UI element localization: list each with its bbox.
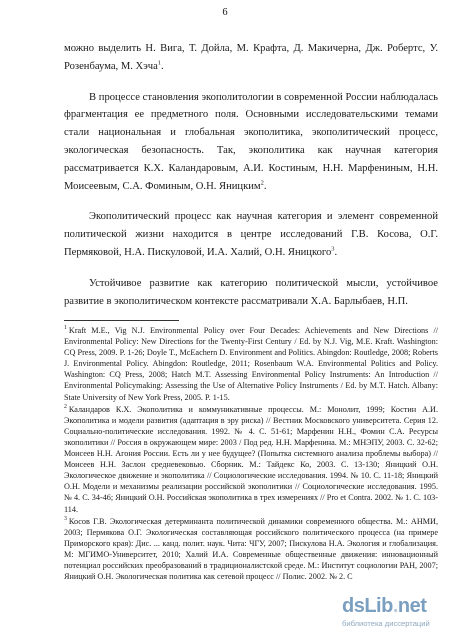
footnotes [64,325,438,583]
paragraph-4-text: Устойчивое развитие как категорию политической мысли, устойчивое развитие в экополитическом контексте рассматривали Х.А. Барлыбаев, Н.П. [64,277,438,307]
page-number: 6 [222,7,228,18]
footnote-ref-3[interactable]: 3 [331,245,335,253]
footnote-3 [64,516,438,583]
paragraph-2 [64,89,438,196]
paragraph-2-text: В процессе становления экополитологии в современной России наблюдалась фрагментация ее предметного поля. Основными исследовательскими темами стали национальная и глобальная экополитика, экополитический процесс, экологическая безопасность. Так, экополитика как научная категория рассматривается К.Х. Каландаровым, А.И. Костиным, Н.Н. Марфениным, Н.Н. Моисеевым, С.А. Фоминым, О.Н. Яницким [64,91,438,192]
footnote-ref-1[interactable]: 1 [157,59,162,67]
watermark-caption: библиотека диссертаций [342,619,430,628]
footnote-1 [64,325,438,403]
footnote-2-text: Каландаров К.Х. Экополитика и коммуникативные процессы. М.: Монолит, 1999; Костин А.И. Экополитика и модели развития (адаптация в эру риска) // Вестник Московского университета. Серия 12. Социально-политические исследования. 1992. № 4. С. 51-61; Марфенин Н.Н., Фомин С.А. Ресурсы экополитики // Россия в окружающем мире: 2003 / Под ред. Н.Н. Марфенина. М.: МНЭПУ, 2003. С. 32-62; Моисеев Н.Н. Агония России. Есть ли у нее будущее? (Попытка системного анализа проблемы выбора) // Моисеев Н.Н. Заслон средневековью. Сборник. М.: Тайдекс Ко, 2003. С. 13-130; Яницкий О.Н. Экологическое движение и экополитика // Социологические исследования. 1994. № 10. С. 11-18; Яницкий О.Н. Модели и механизмы реализации российской экополитики // Социологические исследования. 1995. № 4. С. 34-46; Яницкий О.Н. Российская экополитика в трех измерениях // Pro et Contra. 2002. № 1. С. 103-114. [64,404,438,514]
footnote-3-mark: 3 [64,515,67,522]
footnote-divider [64,320,179,321]
footnote-2 [64,404,438,515]
footnote-1-mark: 1 [64,325,67,332]
footnote-1-text: Kraft M.E., Vig N.J. Environmental Policy over Four Decades: Achievements and New Directions // Environmental Policy: New Directions for the Twenty-First Century / Ed. by N.J. Vig, M.E. Kraft. Washington: CQ Press, 2009. P. 1-26; Doyle T., McEachern D. Environment and Politics. Abingdon: Routledge, 2008; Roberts J. Environmental Policy. Abingdon: Routledge, 2011; Rosenbaum W.A. Environmental Politics and Policy. Washington: CQ Press, 2008; Hatch M.T. Assessing Environmental Policy Instruments: An Introduction // Environmental Policymaking: Assessing the Use of Alternative Policy Instruments / Ed. by M.T. Hatch. Albany: State University of New York Press, 2005. P. 1-15. [64,326,438,402]
paragraph-3 [64,208,438,261]
paragraph-1-text: можно выделить Н. Вига, Т. Дойла, М. Крафта, Д. Макичерна, Дж. Робертс, У. Розенбаума, М. Хэча [64,43,438,72]
paragraph-4 [64,275,438,311]
paragraph-1 [64,40,438,76]
paragraph-2-tail: . [263,180,267,192]
paragraph-1-tail: . [161,60,164,72]
paragraph-3-text: Экополитический процесс как научная категория и элемент современной политической жизни находится в центре исследований Г.В. Косова, О.Г. Пермяковой, Н.А. Пискуловой, И.А. Халий, О.Н. Яницкого [64,211,438,258]
main-text [64,40,438,310]
footnote-ref-2[interactable]: 2 [260,179,264,187]
logo-main: dsLib [342,595,393,617]
logo-tld: net [397,595,427,617]
footnote-3-text: Косов Г.В. Экологическая детерминанта политической динамики современного общества. М.: АНМИ, 2003; Пермякова О.Г. Экологическая составляющая российского политического процесса (на примере Приморского края): Дис. ... канд. полит. наук. Чита: ЧГУ, 2007; Пискулова Н.А. Экология и глобализация. М: МГИМО-Университет, 2010; Халий И.А. Современные общественные движения: инновационный потенциал российских преобразований в традиционалистской среде. М.: Институт социологии РАН, 2007; Яницкий О.Н. Экологическая политика как сетевой процесс // Полис. 2002. № 2. С [64,516,438,582]
paragraph-3-tail: . [334,246,338,258]
logo-dot: . [392,595,398,617]
dslib-logo [342,595,446,619]
footnote-2-mark: 2 [64,403,67,410]
dslib-watermark[interactable] [342,595,446,635]
